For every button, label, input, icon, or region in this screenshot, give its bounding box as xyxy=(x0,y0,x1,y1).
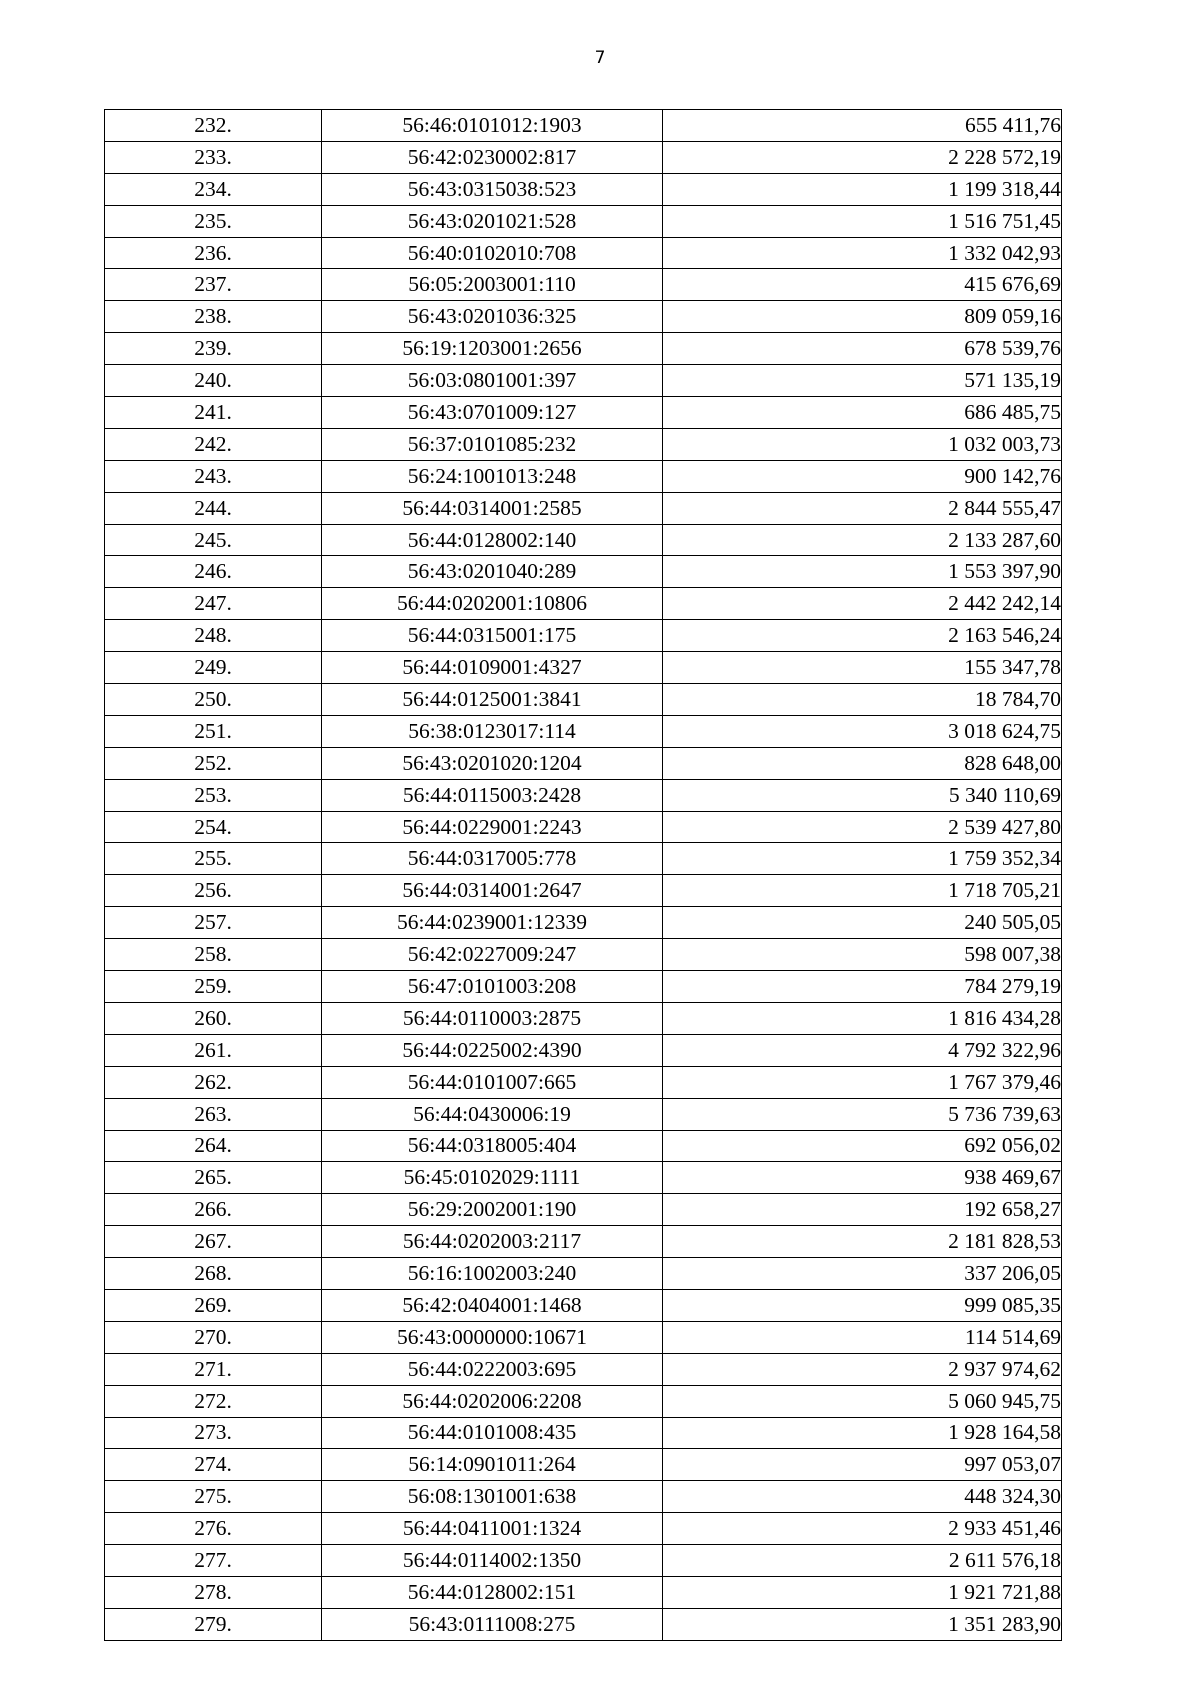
cadastral-value-cell: 1 921 721,88 xyxy=(663,1576,1062,1608)
cadastral-value-cell: 18 784,70 xyxy=(663,684,1062,716)
table-body xyxy=(105,110,1062,1641)
cadastral-value-cell: 828 648,00 xyxy=(663,747,1062,779)
cadastral-value-cell: 3 018 624,75 xyxy=(663,715,1062,747)
table-row xyxy=(105,397,1062,429)
cadastral-value-cell: 2 163 546,24 xyxy=(663,620,1062,652)
row-number-cell: 232. xyxy=(105,110,322,142)
cadastral-value-cell: 784 279,19 xyxy=(663,971,1062,1003)
row-number-cell: 254. xyxy=(105,811,322,843)
table-row xyxy=(105,875,1062,907)
cadastral-value-cell: 155 347,78 xyxy=(663,652,1062,684)
cadastral-value-cell: 114 514,69 xyxy=(663,1321,1062,1353)
row-number-cell: 260. xyxy=(105,1002,322,1034)
cadastral-number-cell: 56:44:0239001:12339 xyxy=(322,907,663,939)
table-row xyxy=(105,524,1062,556)
cadastral-number-cell: 56:42:0227009:247 xyxy=(322,939,663,971)
table-row xyxy=(105,365,1062,397)
cadastral-value-cell: 1 516 751,45 xyxy=(663,205,1062,237)
table-row xyxy=(105,301,1062,333)
cadastral-number-cell: 56:44:0115003:2428 xyxy=(322,779,663,811)
cadastral-number-cell: 56:44:0225002:4390 xyxy=(322,1034,663,1066)
cadastral-number-cell: 56:44:0101008:435 xyxy=(322,1417,663,1449)
row-number-cell: 276. xyxy=(105,1513,322,1545)
table-row xyxy=(105,205,1062,237)
cadastral-number-cell: 56:44:0229001:2243 xyxy=(322,811,663,843)
table-row xyxy=(105,269,1062,301)
cadastral-number-cell: 56:43:0201020:1204 xyxy=(322,747,663,779)
row-number-cell: 262. xyxy=(105,1066,322,1098)
cadastral-number-cell: 56:44:0128002:140 xyxy=(322,524,663,556)
table-row xyxy=(105,110,1062,142)
cadastral-number-cell: 56:43:0201036:325 xyxy=(322,301,663,333)
table-row xyxy=(105,1576,1062,1608)
cadastral-number-cell: 56:43:0701009:127 xyxy=(322,397,663,429)
row-number-cell: 242. xyxy=(105,428,322,460)
row-number-cell: 257. xyxy=(105,907,322,939)
cadastral-number-cell: 56:44:0128002:151 xyxy=(322,1576,663,1608)
cadastral-number-cell: 56:37:0101085:232 xyxy=(322,428,663,460)
cadastral-number-cell: 56:42:0230002:817 xyxy=(322,141,663,173)
row-number-cell: 245. xyxy=(105,524,322,556)
cadastral-number-cell: 56:45:0102029:1111 xyxy=(322,1162,663,1194)
table-row xyxy=(105,1162,1062,1194)
row-number-cell: 251. xyxy=(105,715,322,747)
cadastral-number-cell: 56:03:0801001:397 xyxy=(322,365,663,397)
row-number-cell: 252. xyxy=(105,747,322,779)
table-row xyxy=(105,1608,1062,1640)
cadastral-number-cell: 56:44:0109001:4327 xyxy=(322,652,663,684)
table-row xyxy=(105,1289,1062,1321)
cadastral-value-cell: 2 844 555,47 xyxy=(663,492,1062,524)
row-number-cell: 250. xyxy=(105,684,322,716)
table-row xyxy=(105,173,1062,205)
cadastral-number-cell: 56:44:0411001:1324 xyxy=(322,1513,663,1545)
row-number-cell: 236. xyxy=(105,237,322,269)
cadastral-value-cell: 2 933 451,46 xyxy=(663,1513,1062,1545)
cadastral-value-cell: 2 539 427,80 xyxy=(663,811,1062,843)
page-number: 7 xyxy=(594,48,606,68)
cadastral-value-cell: 240 505,05 xyxy=(663,907,1062,939)
cadastral-number-cell: 56:44:0125001:3841 xyxy=(322,684,663,716)
cadastral-value-cell: 1 816 434,28 xyxy=(663,1002,1062,1034)
cadastral-number-cell: 56:43:0000000:10671 xyxy=(322,1321,663,1353)
row-number-cell: 270. xyxy=(105,1321,322,1353)
cadastral-value-cell: 997 053,07 xyxy=(663,1449,1062,1481)
cadastral-value-cell: 999 085,35 xyxy=(663,1289,1062,1321)
table-row xyxy=(105,1258,1062,1290)
cadastral-value-cell: 1 032 003,73 xyxy=(663,428,1062,460)
cadastral-value-cell: 1 718 705,21 xyxy=(663,875,1062,907)
cadastral-number-cell: 56:19:1203001:2656 xyxy=(322,333,663,365)
table-row xyxy=(105,1353,1062,1385)
row-number-cell: 237. xyxy=(105,269,322,301)
cadastral-number-cell: 56:44:0202003:2117 xyxy=(322,1226,663,1258)
table-row xyxy=(105,907,1062,939)
table-row xyxy=(105,811,1062,843)
cadastral-value-table xyxy=(104,109,1062,1641)
cadastral-number-cell: 56:44:0318005:404 xyxy=(322,1130,663,1162)
row-number-cell: 264. xyxy=(105,1130,322,1162)
cadastral-number-cell: 56:08:1301001:638 xyxy=(322,1481,663,1513)
cadastral-number-cell: 56:43:0315038:523 xyxy=(322,173,663,205)
row-number-cell: 275. xyxy=(105,1481,322,1513)
row-number-cell: 255. xyxy=(105,843,322,875)
table-row xyxy=(105,843,1062,875)
table-row xyxy=(105,1034,1062,1066)
cadastral-number-cell: 56:44:0202001:10806 xyxy=(322,588,663,620)
cadastral-value-cell: 2 181 828,53 xyxy=(663,1226,1062,1258)
cadastral-number-cell: 56:44:0314001:2585 xyxy=(322,492,663,524)
row-number-cell: 233. xyxy=(105,141,322,173)
row-number-cell: 253. xyxy=(105,779,322,811)
cadastral-number-cell: 56:14:0901011:264 xyxy=(322,1449,663,1481)
cadastral-value-cell: 5 736 739,63 xyxy=(663,1098,1062,1130)
cadastral-value-cell: 1 351 283,90 xyxy=(663,1608,1062,1640)
row-number-cell: 266. xyxy=(105,1194,322,1226)
table-row xyxy=(105,684,1062,716)
row-number-cell: 279. xyxy=(105,1608,322,1640)
cadastral-number-cell: 56:43:0201040:289 xyxy=(322,556,663,588)
table-row xyxy=(105,428,1062,460)
cadastral-number-cell: 56:44:0315001:175 xyxy=(322,620,663,652)
cadastral-number-cell: 56:44:0110003:2875 xyxy=(322,1002,663,1034)
cadastral-value-cell: 598 007,38 xyxy=(663,939,1062,971)
table-row xyxy=(105,971,1062,1003)
table-row xyxy=(105,620,1062,652)
row-number-cell: 235. xyxy=(105,205,322,237)
cadastral-number-cell: 56:44:0222003:695 xyxy=(322,1353,663,1385)
table-row xyxy=(105,588,1062,620)
cadastral-value-cell: 4 792 322,96 xyxy=(663,1034,1062,1066)
cadastral-number-cell: 56:38:0123017:114 xyxy=(322,715,663,747)
cadastral-value-cell: 415 676,69 xyxy=(663,269,1062,301)
cadastral-value-cell: 1 199 318,44 xyxy=(663,173,1062,205)
table-row xyxy=(105,747,1062,779)
cadastral-value-cell: 1 767 379,46 xyxy=(663,1066,1062,1098)
cadastral-number-cell: 56:16:1002003:240 xyxy=(322,1258,663,1290)
table-row xyxy=(105,556,1062,588)
table-row xyxy=(105,1417,1062,1449)
row-number-cell: 259. xyxy=(105,971,322,1003)
cadastral-value-cell: 2 937 974,62 xyxy=(663,1353,1062,1385)
cadastral-number-cell: 56:46:0101012:1903 xyxy=(322,110,663,142)
row-number-cell: 247. xyxy=(105,588,322,620)
row-number-cell: 248. xyxy=(105,620,322,652)
row-number-cell: 240. xyxy=(105,365,322,397)
cadastral-value-cell: 686 485,75 xyxy=(663,397,1062,429)
table-row xyxy=(105,1545,1062,1577)
cadastral-value-cell: 2 611 576,18 xyxy=(663,1545,1062,1577)
cadastral-value-cell: 655 411,76 xyxy=(663,110,1062,142)
cadastral-number-cell: 56:24:1001013:248 xyxy=(322,460,663,492)
table-row xyxy=(105,237,1062,269)
row-number-cell: 261. xyxy=(105,1034,322,1066)
table-row xyxy=(105,460,1062,492)
table-row xyxy=(105,1130,1062,1162)
table-row xyxy=(105,1449,1062,1481)
cadastral-value-cell: 192 658,27 xyxy=(663,1194,1062,1226)
table-row xyxy=(105,779,1062,811)
row-number-cell: 269. xyxy=(105,1289,322,1321)
cadastral-value-cell: 1 928 164,58 xyxy=(663,1417,1062,1449)
cadastral-value-cell: 938 469,67 xyxy=(663,1162,1062,1194)
row-number-cell: 267. xyxy=(105,1226,322,1258)
cadastral-number-cell: 56:44:0114002:1350 xyxy=(322,1545,663,1577)
cadastral-number-cell: 56:43:0111008:275 xyxy=(322,1608,663,1640)
cadastral-number-cell: 56:29:2002001:190 xyxy=(322,1194,663,1226)
cadastral-value-cell: 1 332 042,93 xyxy=(663,237,1062,269)
cadastral-value-cell: 571 135,19 xyxy=(663,365,1062,397)
cadastral-number-cell: 56:44:0314001:2647 xyxy=(322,875,663,907)
cadastral-value-cell: 678 539,76 xyxy=(663,333,1062,365)
table-row xyxy=(105,1194,1062,1226)
table-row xyxy=(105,492,1062,524)
cadastral-number-cell: 56:44:0202006:2208 xyxy=(322,1385,663,1417)
cadastral-value-cell: 5 060 945,75 xyxy=(663,1385,1062,1417)
row-number-cell: 249. xyxy=(105,652,322,684)
table-row xyxy=(105,1226,1062,1258)
table-row xyxy=(105,1385,1062,1417)
cadastral-value-cell: 692 056,02 xyxy=(663,1130,1062,1162)
cadastral-value-cell: 2 442 242,14 xyxy=(663,588,1062,620)
cadastral-number-cell: 56:47:0101003:208 xyxy=(322,971,663,1003)
table-row xyxy=(105,652,1062,684)
row-number-cell: 277. xyxy=(105,1545,322,1577)
table-row xyxy=(105,1481,1062,1513)
cadastral-number-cell: 56:44:0430006:19 xyxy=(322,1098,663,1130)
row-number-cell: 265. xyxy=(105,1162,322,1194)
table-row xyxy=(105,715,1062,747)
row-number-cell: 278. xyxy=(105,1576,322,1608)
cadastral-number-cell: 56:44:0317005:778 xyxy=(322,843,663,875)
cadastral-number-cell: 56:05:2003001:110 xyxy=(322,269,663,301)
row-number-cell: 263. xyxy=(105,1098,322,1130)
cadastral-value-cell: 900 142,76 xyxy=(663,460,1062,492)
row-number-cell: 246. xyxy=(105,556,322,588)
row-number-cell: 241. xyxy=(105,397,322,429)
row-number-cell: 258. xyxy=(105,939,322,971)
table-row xyxy=(105,1513,1062,1545)
table-row xyxy=(105,1321,1062,1353)
cadastral-value-cell: 1 759 352,34 xyxy=(663,843,1062,875)
row-number-cell: 244. xyxy=(105,492,322,524)
cadastral-value-cell: 1 553 397,90 xyxy=(663,556,1062,588)
cadastral-number-cell: 56:44:0101007:665 xyxy=(322,1066,663,1098)
table-row xyxy=(105,1002,1062,1034)
row-number-cell: 239. xyxy=(105,333,322,365)
cadastral-number-cell: 56:43:0201021:528 xyxy=(322,205,663,237)
cadastral-number-cell: 56:40:0102010:708 xyxy=(322,237,663,269)
cadastral-value-cell: 809 059,16 xyxy=(663,301,1062,333)
row-number-cell: 272. xyxy=(105,1385,322,1417)
row-number-cell: 274. xyxy=(105,1449,322,1481)
cadastral-number-cell: 56:42:0404001:1468 xyxy=(322,1289,663,1321)
cadastral-value-cell: 337 206,05 xyxy=(663,1258,1062,1290)
cadastral-value-cell: 448 324,30 xyxy=(663,1481,1062,1513)
row-number-cell: 271. xyxy=(105,1353,322,1385)
cadastral-value-cell: 2 228 572,19 xyxy=(663,141,1062,173)
row-number-cell: 234. xyxy=(105,173,322,205)
row-number-cell: 256. xyxy=(105,875,322,907)
row-number-cell: 243. xyxy=(105,460,322,492)
row-number-cell: 273. xyxy=(105,1417,322,1449)
row-number-cell: 268. xyxy=(105,1258,322,1290)
cadastral-value-cell: 2 133 287,60 xyxy=(663,524,1062,556)
table-row xyxy=(105,333,1062,365)
cadastral-value-cell: 5 340 110,69 xyxy=(663,779,1062,811)
table-row xyxy=(105,939,1062,971)
table-row xyxy=(105,1066,1062,1098)
table-row xyxy=(105,141,1062,173)
row-number-cell: 238. xyxy=(105,301,322,333)
table-row xyxy=(105,1098,1062,1130)
